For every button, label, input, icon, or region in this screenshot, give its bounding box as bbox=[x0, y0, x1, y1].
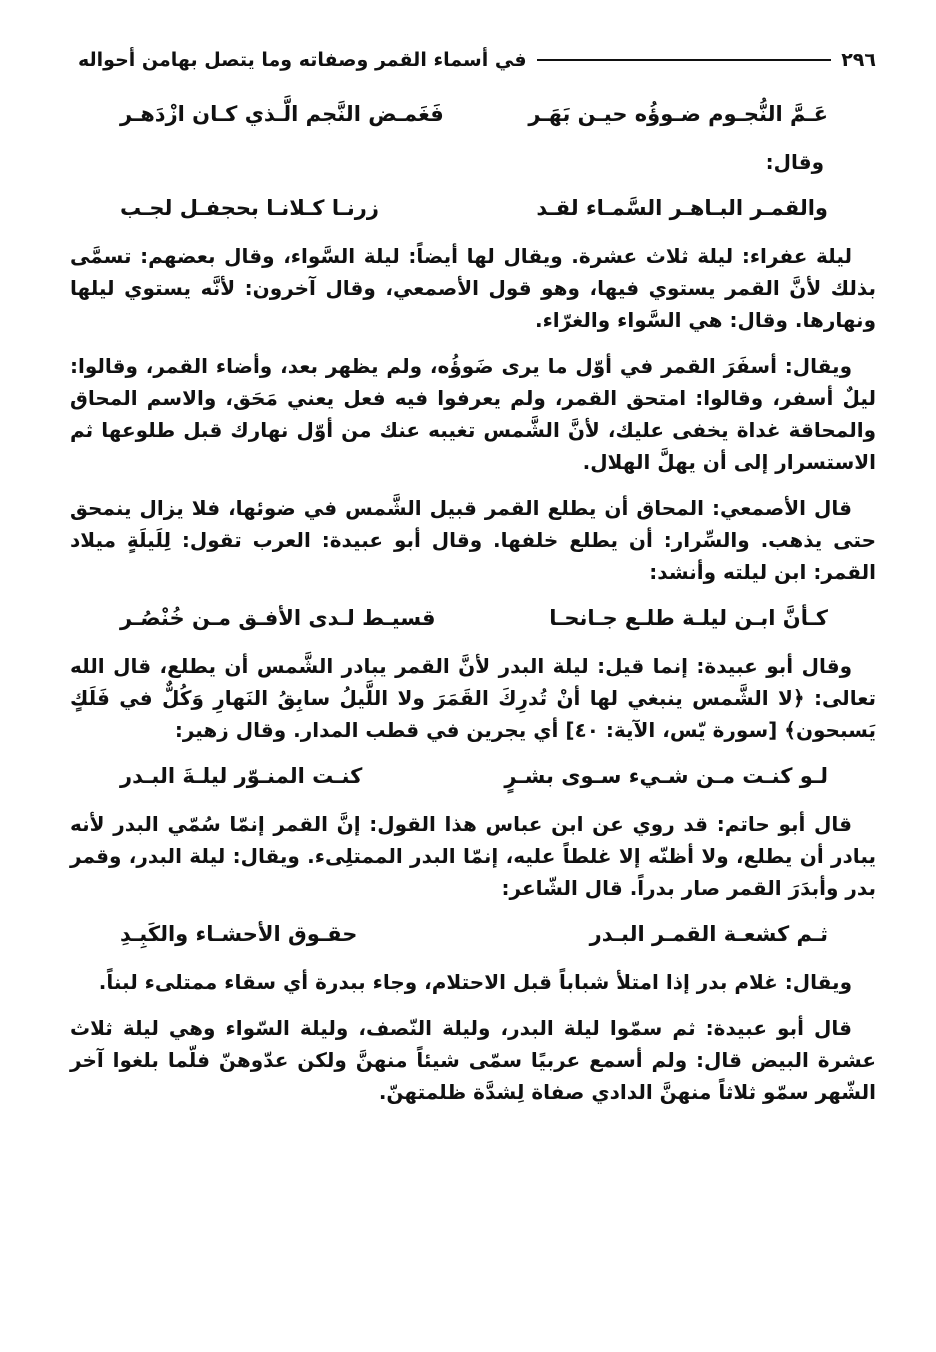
verse-4-second-hemistich: كنـت المنـوّر ليلـةَ البـدر bbox=[120, 764, 363, 788]
page-body bbox=[70, 92, 876, 1122]
header-rule bbox=[537, 59, 832, 61]
verse-2-first-hemistich: والقمـر البـاهـر السَّمـاء لقـد bbox=[536, 196, 828, 220]
quote-intro: وقال: bbox=[765, 150, 824, 174]
verse-4-first-hemistich: لـو كنـت مـن شـيء سـوى بشـرٍ bbox=[504, 764, 828, 788]
running-header bbox=[78, 40, 876, 80]
verse-3-second-hemistich: قسيـط لـدى الأفـق مـن خُنْصُـر bbox=[120, 606, 436, 630]
verse-4 bbox=[70, 760, 876, 792]
paragraph-6: ويقال: غلام بدر إذا امتلأ شباباً قبل الاحتلام، وجاء ببدرة أي سقاء ممتلىء لبناً. bbox=[98, 970, 852, 994]
verse-2 bbox=[70, 192, 876, 224]
paragraph-1: ليلة عفراء: ليلة ثلاث عشرة. ويقال لها أيضاً: ليلة السَّواء، وقال بعضهم: تسمَّى بذلك لأنَّ القمر يستوي فيها، وهو قول الأصمعي، وقال آخرون: لأنَّه يستوي ليلها ونهارها. وقال: هي السَّواء والغرّاء. bbox=[70, 244, 876, 332]
verse-5 bbox=[70, 918, 876, 950]
verse-1-first-hemistich: عَـمَّ النُّجـوم ضـوؤُه حيـن بَهَـر bbox=[528, 102, 828, 126]
verse-5-first-hemistich: ثـم كشعـة القمـر البـدر bbox=[589, 922, 828, 946]
chapter-title: في أسماء القمر وصفاته وما يتصل بهامن أحواله bbox=[78, 49, 527, 71]
paragraph-5: قال أبو حاتم: قد روي عن ابن عباس هذا القول: إنَّ القمر إنمّا سُمّي البدر لأنه يبادر أن يطلع، ولا أظنّه إلا غلطاً عليه، إنمّا البدر الممتلِىء. ويقال: ليلة البدر، وقمر بدر وأبدَرَ القمر صار بدراً. قال الشّاعر: bbox=[70, 812, 876, 900]
page-number: ٢٩٦ bbox=[841, 49, 876, 71]
verse-1 bbox=[70, 98, 876, 130]
verse-5-second-hemistich: حقـوق الأحشـاء والكَبِـدِ bbox=[120, 922, 358, 946]
paragraph-2: ويقال: أسفَرَ القمر في أوّل ما يرى ضَوؤُه، ولم يظهر بعد، وأضاء القمر، وقالوا: ليلٌ أسفر، وقالوا: امتحق القمر، ولم يعرفوا فيه فعل يعني مَحَق، والاسم المحاق والمحاقة غداة يخفى عليك، لأنَّ الشَّمس تغيبه عنك من أوّل نهارك قبل طلوعها ثم الاستسرار إلى أن يهلَّ الهلال. bbox=[70, 354, 876, 474]
verse-3 bbox=[70, 602, 876, 634]
paragraph-3: قال الأصمعي: المحاق أن يطلع القمر قبيل الشَّمس في ضوئها، فلا يزال ينمحق حتى يذهب. والسِّرار: أن يطلع خلفها. وقال أبو عبيدة: العرب تقول: لِلَيلَةٍ ميلاد القمر: ابن ليلته وأنشد: bbox=[70, 496, 876, 584]
verse-1-second-hemistich: فَغَمـض النَّجم الَّـذي كـان ازْدَهـر bbox=[120, 102, 444, 126]
paragraph-7: قال أبو عبيدة: ثم سمّوا ليلة البدر، وليلة النّصف، وليلة السّواء وهي ليلة ثلاث عشرة البيض قال: ولم أسمع عربيًا سمّى شيئاً منهنَّ ولكن عدّوهنّ فلّما بلغوا آخر الشّهر سمّو ثلاثاً منهنَّ الدادي صفاة لِشدَّة ظلمتهنّ. bbox=[70, 1016, 876, 1104]
verse-2-second-hemistich: زرنـا كـلانـا بحجفـل لجـب bbox=[120, 196, 379, 220]
paragraph-4: وقال أبو عبيدة: إنما قيل: ليلة البدر لأنَّ القمر يبادر الشَّمس أن يطلع، قال الله تعالى: ﴿لا الشَّمس ينبغي لها أنْ تُدرِكَ القَمَرَ ولا اللَّيلُ سابِقُ النَهارِ وَكُلٌّ في فَلَكٍ يَسبحون﴾ [سورة يّس، الآية: ٤٠] أي يجرين في قطب المدار. وقال زهير: bbox=[70, 654, 876, 742]
verse-3-first-hemistich: كـأنَّ ابـن ليلـة طلـع جـانحـا bbox=[549, 606, 828, 630]
